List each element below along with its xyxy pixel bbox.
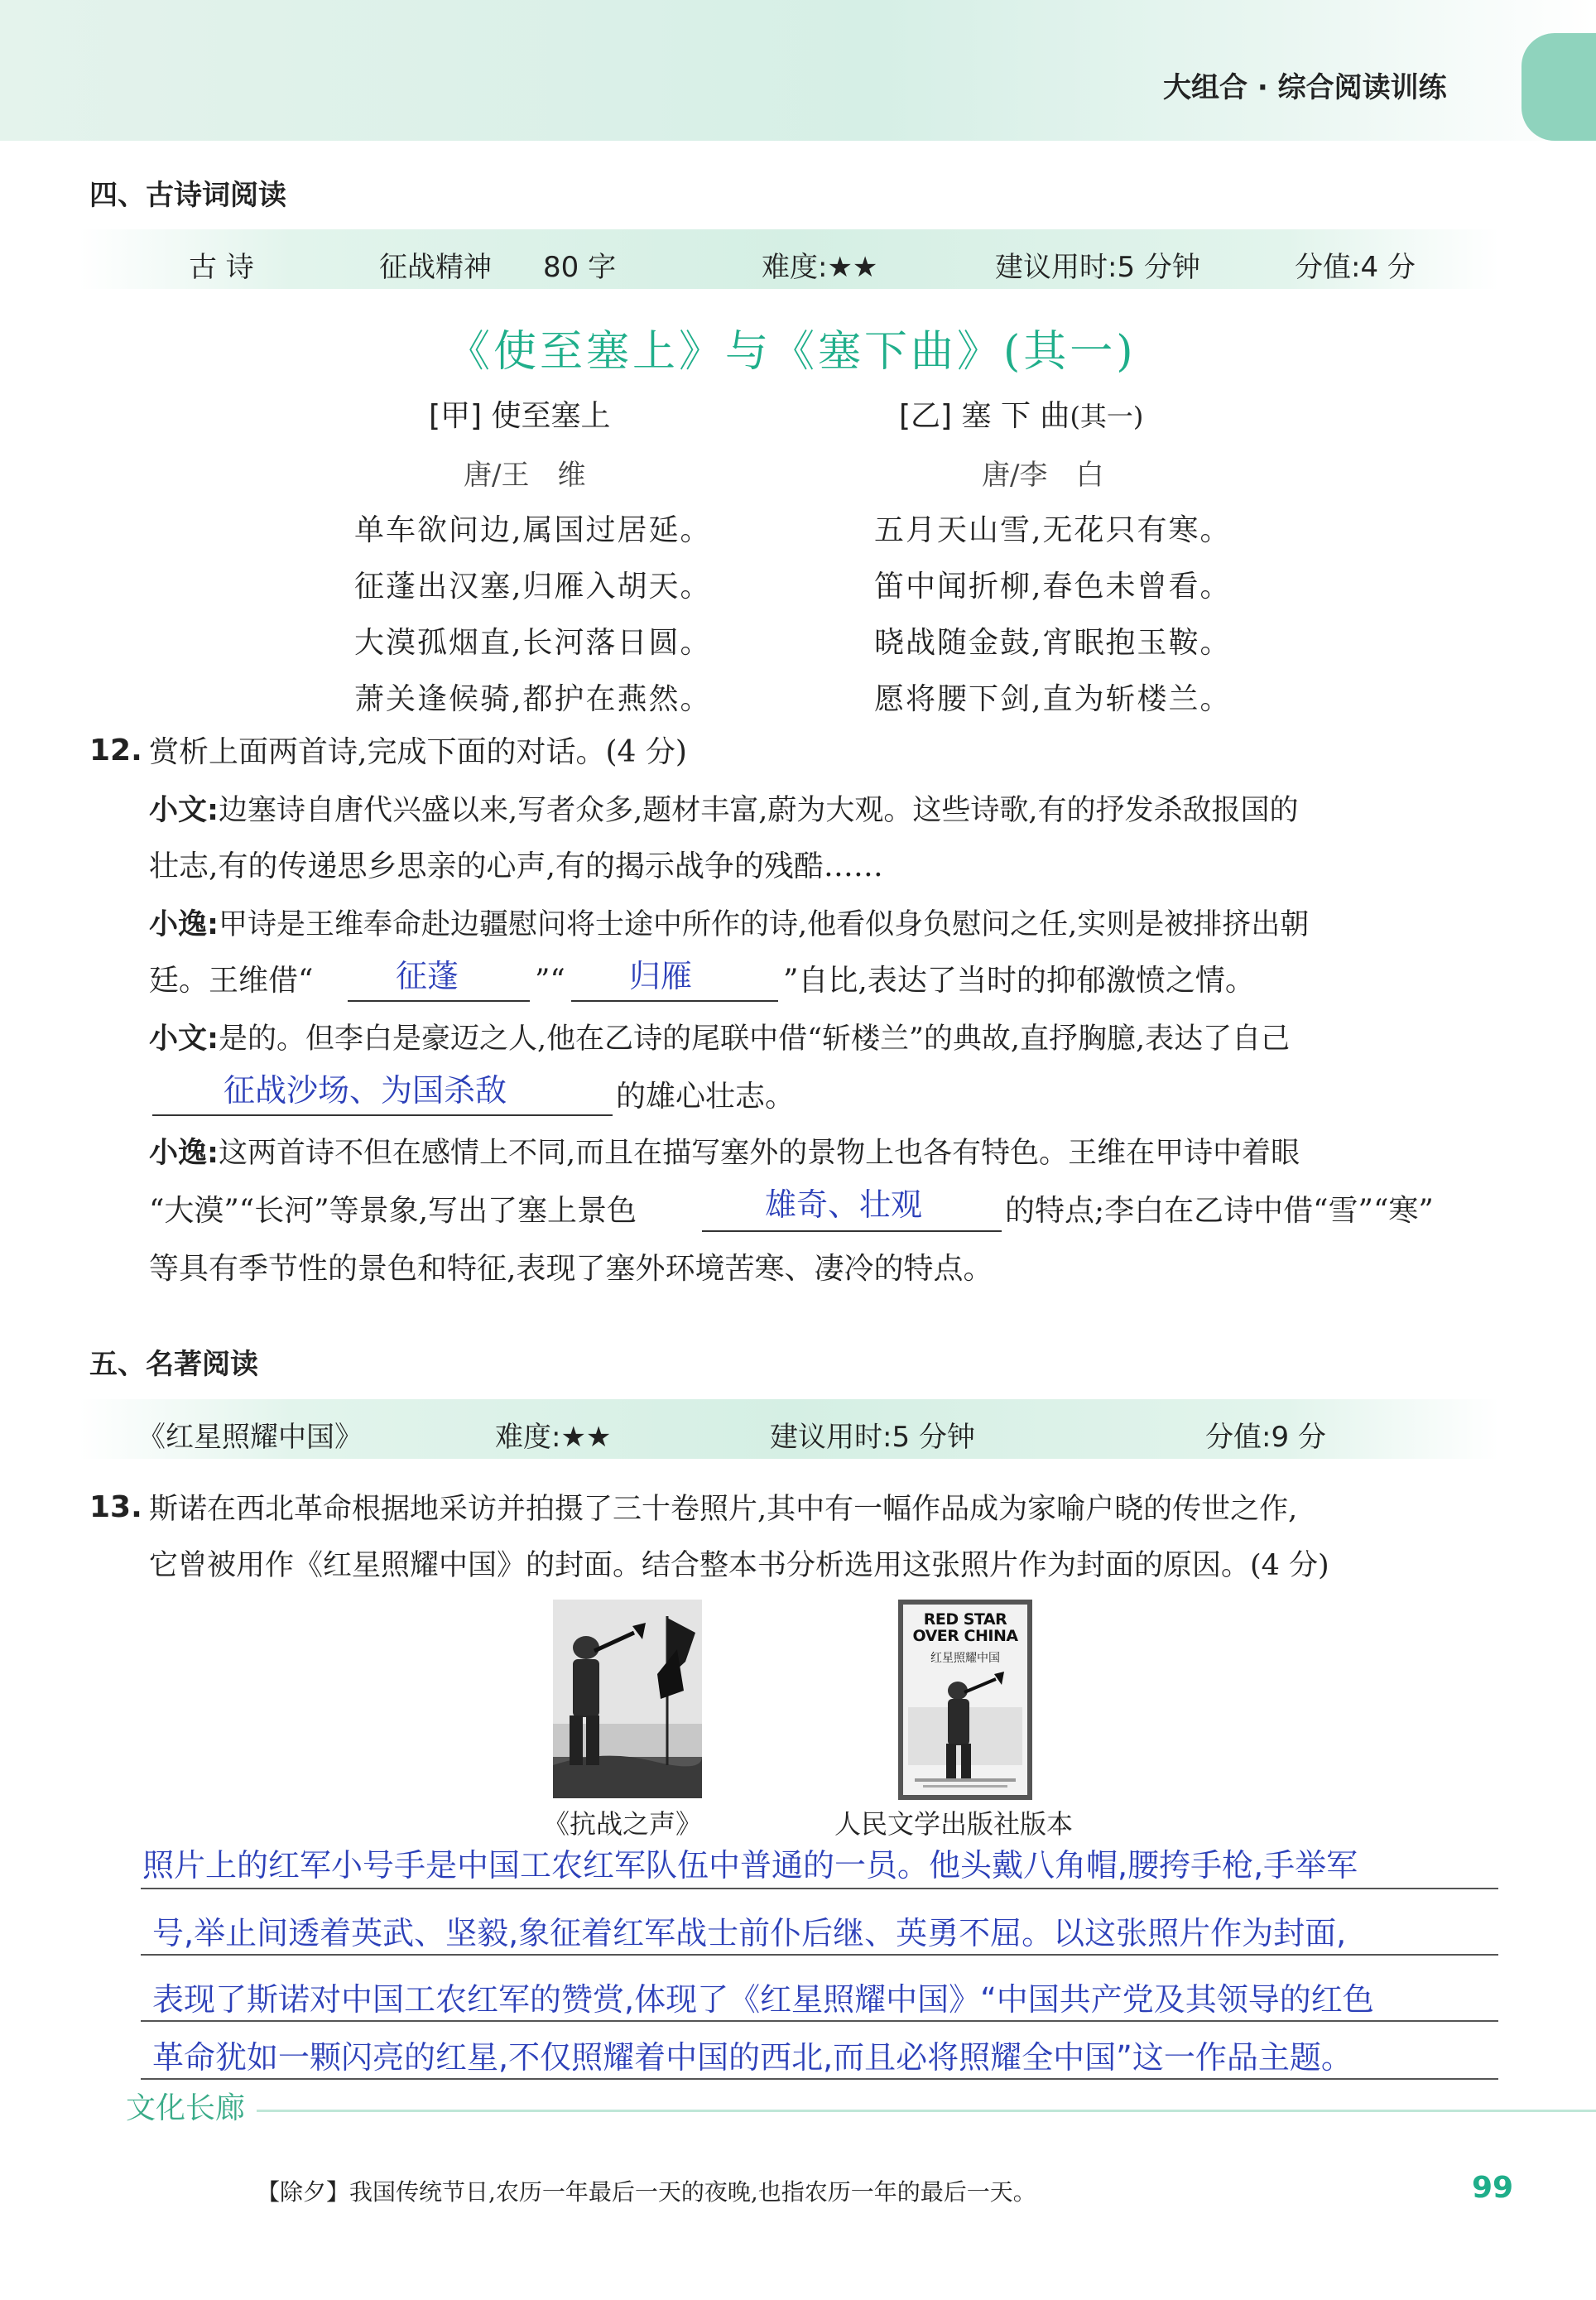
- dialogue-text: 这两首诗不但在感情上不同,而且在描写塞外的景物上也各有特色。王维在甲诗中着眼: [219, 1137, 1300, 1170]
- footer-divider: [116, 2110, 1596, 2112]
- photo-caption-2: 人民文学出版社版本: [834, 1808, 1074, 1840]
- dialogue-text: 是的。但李白是豪迈之人,他在乙诗的尾联中借“斩楼兰”的典故,直抒胸臆,表达了自己: [219, 1022, 1291, 1056]
- dialogue-text: 壮志,有的传递思乡思亲的心声,有的揭示战争的残酷……: [149, 849, 883, 883]
- answer-blank-2[interactable]: [571, 1000, 778, 1002]
- footer-note: 【除夕】我国传统节日,农历一年最后一天的夜晚,也指农历一年的最后一天。: [257, 2178, 1036, 2206]
- answer-line[interactable]: [141, 2020, 1498, 2022]
- poem-b-line: 笛中闻折柳,春色未曾看。: [874, 570, 1232, 604]
- info-time: 建议用时:5 分钟: [995, 251, 1200, 284]
- handwritten-answer-3: 征战沙场、为国杀敌: [224, 1072, 507, 1109]
- poem-b-title: 塞 下 曲: [961, 399, 1070, 433]
- handwritten-answer-line: 革命犹如一颗闪亮的红星,不仅照耀着中国的西北,而且必将照耀全中国”这一作品主题。: [152, 2039, 1353, 2076]
- answer-line[interactable]: [141, 1888, 1498, 1889]
- poem-b-subtitle: (其一): [1070, 401, 1144, 432]
- info-book: 《红星照耀中国》: [137, 1421, 363, 1454]
- header-title: 大组合 · 综合阅读训练: [1163, 71, 1447, 104]
- dialogue-text: ”“: [535, 964, 565, 998]
- book-cover-image: [898, 1600, 1032, 1800]
- info-bar-poetry: [79, 229, 1499, 289]
- header-tab-decoration: [1521, 33, 1596, 141]
- poem-a-line: 大漠孤烟直,长河落日圆。: [354, 626, 712, 660]
- handwritten-answer-line: 照片上的红军小号手是中国工农红军队伍中普通的一员。他头戴八角帽,腰挎手枪,手举军: [142, 1847, 1358, 1884]
- dialogue-text: 边塞诗自唐代兴盛以来,写者众多,题材丰富,蔚为大观。这些诗歌,有的抒发杀敌报国的: [219, 794, 1299, 827]
- info-length: 80 字: [543, 251, 617, 284]
- info-bar-classics: [79, 1399, 1499, 1459]
- poem-a-tag: [甲]: [429, 399, 483, 433]
- question-number-12: 12.: [89, 734, 142, 767]
- info-score: 分值:4 分: [1295, 251, 1416, 284]
- answer-blank-4[interactable]: [702, 1230, 1002, 1232]
- dialogue-text: 等具有季节性的景色和特征,表现了塞外环境苦寒、凄冷的特点。: [149, 1252, 993, 1286]
- answer-line[interactable]: [141, 2078, 1498, 2080]
- handwritten-answer-2: 归雁: [629, 958, 693, 994]
- dialogue-line: [149, 896, 1309, 954]
- poem-a-author: 唐/王 维: [464, 459, 586, 492]
- poem-b-line: 愿将腰下剑,直为斩楼兰。: [874, 682, 1232, 716]
- info-difficulty: 难度:★★: [762, 251, 878, 284]
- dialogue-text: 的雄心壮志。: [616, 1080, 796, 1114]
- cover-chinese-title: 红星照耀中国: [930, 1652, 1000, 1665]
- bugler-photo: [553, 1600, 702, 1798]
- poem-a-line: 单车欲问边,属国过居延。: [354, 513, 712, 547]
- poem-a-heading: [429, 392, 611, 435]
- dialogue-line: [149, 782, 1299, 840]
- dialogue-text: “大漠”“长河”等景象,写出了塞上景色: [149, 1194, 637, 1228]
- info-score: 分值:9 分: [1205, 1421, 1326, 1454]
- speaker-label: 小文:: [149, 1022, 219, 1056]
- dialogue-line: [149, 1124, 1300, 1182]
- answer-blank-1[interactable]: [348, 1000, 530, 1002]
- poem-a-title: 使至塞上: [491, 399, 611, 433]
- poem-b-line: 晓战随金鼓,宵眠抱玉鞍。: [874, 626, 1232, 660]
- question-13-prompt: 它曾被用作《红星照耀中国》的封面。结合整本书分析选用这张照片作为封面的原因。(4 分): [149, 1549, 1329, 1582]
- speaker-label: 小逸:: [149, 908, 219, 941]
- info-type: 古 诗: [189, 251, 254, 284]
- dialogue-text: 甲诗是王维奉命赴边疆慰问将士途中所作的诗,他看似身负慰问之任,实则是被排挤出朝: [219, 908, 1310, 941]
- answer-line[interactable]: [141, 1954, 1498, 1956]
- poem-b-line: 五月天山雪,无花只有寒。: [874, 513, 1232, 547]
- speaker-label: 小文:: [149, 794, 219, 827]
- dialogue-text: 的特点;李白在乙诗中借“雪”“寒”: [1005, 1194, 1434, 1228]
- handwritten-answer-1: 征蓬: [396, 958, 459, 994]
- poem-a-line: 征蓬出汉塞,归雁入胡天。: [354, 570, 712, 604]
- footer-section-label: 文化长廊: [114, 2085, 257, 2127]
- dialogue-line: [149, 1010, 1290, 1068]
- info-difficulty: 难度:★★: [495, 1421, 612, 1454]
- question-12-prompt: 赏析上面两首诗,完成下面的对话。(4 分): [149, 735, 687, 769]
- dialogue-text: ”自比,表达了当时的抑郁激愤之情。: [783, 964, 1255, 998]
- question-13-prompt: 斯诺在西北革命根据地采访并拍摄了三十卷照片,其中有一幅作品成为家喻户晓的传世之作,: [149, 1493, 1298, 1526]
- section-heading-4: 四、古诗词阅读: [89, 179, 286, 212]
- poem-b-heading: [899, 392, 1143, 435]
- info-theme: 征战精神: [379, 251, 492, 284]
- poem-title: 《使至塞上》与《塞下曲》(其一): [447, 327, 1137, 377]
- photo-caption-1: 《抗战之声》: [543, 1808, 703, 1840]
- page-number: 99: [1472, 2171, 1514, 2205]
- cover-english-title: RED STAR OVER CHINA: [912, 1610, 1018, 1645]
- poem-b-author: 唐/李 白: [982, 459, 1104, 492]
- answer-blank-3[interactable]: [152, 1114, 613, 1116]
- handwritten-answer-4: 雄奇、壮观: [765, 1186, 923, 1223]
- speaker-label: 小逸:: [149, 1137, 219, 1170]
- info-time: 建议用时:5 分钟: [770, 1421, 975, 1454]
- section-heading-5: 五、名著阅读: [89, 1348, 258, 1381]
- handwritten-answer-line: 表现了斯诺对中国工农红军的赞赏,体现了《红星照耀中国》“中国共产党及其领导的红色: [152, 1981, 1374, 2018]
- handwritten-answer-line: 号,举止间透着英武、坚毅,象征着红军战士前仆后继、英勇不屈。以这张照片作为封面,: [152, 1915, 1347, 1951]
- question-number-13: 13.: [89, 1490, 142, 1524]
- poem-a-line: 萧关逢候骑,都护在燕然。: [354, 682, 712, 716]
- dialogue-text: 廷。王维借“: [149, 964, 314, 998]
- poem-b-tag: [乙]: [899, 399, 953, 433]
